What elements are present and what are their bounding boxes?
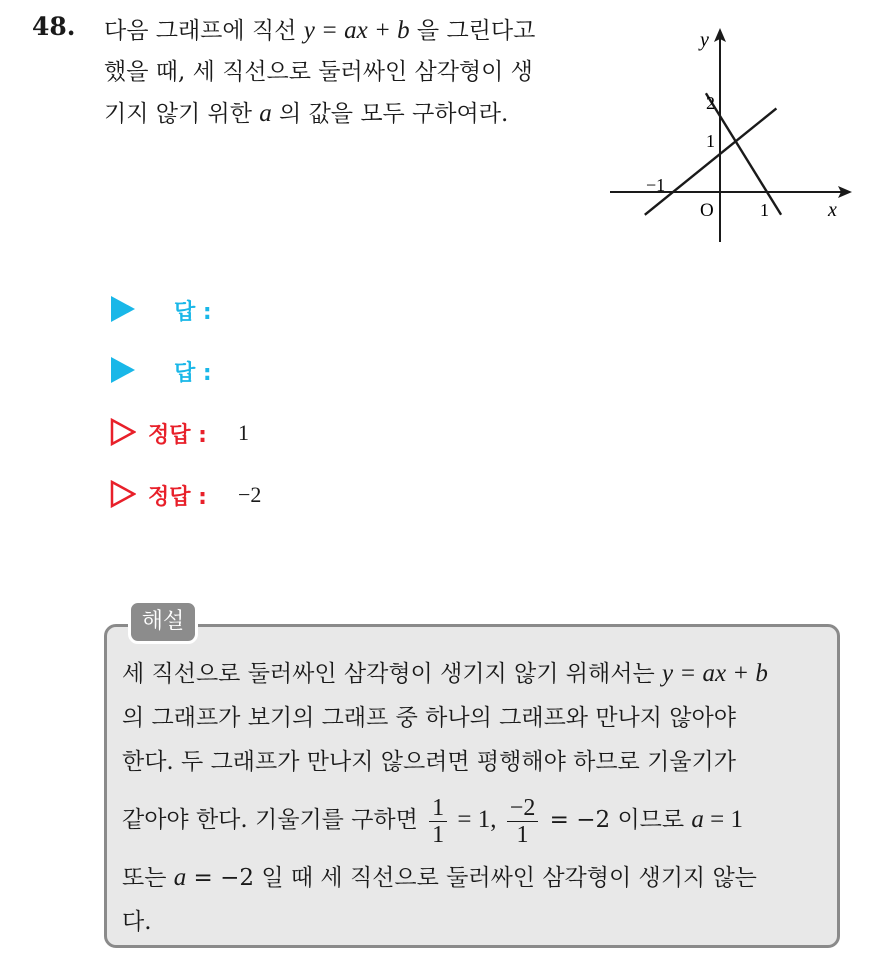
question-line-1: 다음 그래프에 직선 y = ax + b 을 그린다고 bbox=[104, 17, 536, 44]
equation: y = ax + b bbox=[303, 17, 410, 44]
answer-label: 답 : bbox=[174, 300, 212, 325]
x-axis-label: x bbox=[828, 199, 837, 221]
coordinate-graph bbox=[600, 20, 860, 250]
solution-line-1: 세 직선으로 둘러싸인 삼각형이 생기지 않기 위해서는 y = ax + b bbox=[122, 660, 768, 687]
tick-label-x-1: 1 bbox=[760, 200, 769, 220]
correct-answer-row-2 bbox=[110, 480, 262, 510]
fraction-1: $\frac{1}{1}$ bbox=[429, 795, 447, 848]
correct-answer-value: −2 bbox=[238, 482, 262, 507]
question-text bbox=[104, 10, 604, 135]
solution-line-5: 또는 a = −2 일 때 세 직선으로 둘러싸인 삼각형이 생기지 않는 bbox=[122, 864, 757, 891]
solution-line-3: 한다. 두 그래프가 만나지 않으려면 평행해야 하므로 기울기가 bbox=[122, 749, 736, 775]
answer-row-1 bbox=[110, 295, 212, 325]
question-line-2: 했을 때, 세 직선으로 둘러싸인 삼각형이 생 bbox=[104, 59, 533, 85]
y-axis-label: y bbox=[700, 29, 709, 51]
question-number: 48. bbox=[32, 12, 76, 41]
outline-triangle-icon bbox=[110, 480, 136, 508]
solution-tag: 해설 bbox=[128, 600, 198, 644]
question-line-3: 기지 않기 위한 a 의 값을 모두 구하여라. bbox=[104, 100, 509, 127]
tick-label-y-2: 2 bbox=[706, 93, 715, 113]
tick-label-y-1: 1 bbox=[706, 131, 715, 151]
solution-text bbox=[122, 652, 822, 944]
outline-triangle-icon bbox=[110, 418, 136, 446]
graph-line-2 bbox=[706, 93, 781, 215]
origin-label: O bbox=[700, 200, 714, 221]
answer-label: 답 : bbox=[174, 361, 212, 386]
correct-answer-label: 정답 : bbox=[148, 485, 207, 510]
fraction-2: $\frac{-2}{1}$ bbox=[507, 795, 539, 848]
graph-line-1 bbox=[645, 108, 777, 214]
solution-line-6: 다. bbox=[122, 909, 152, 935]
correct-answer-value: 1 bbox=[238, 420, 249, 445]
correct-answer-row-1 bbox=[110, 418, 249, 448]
filled-triangle-icon bbox=[110, 295, 136, 323]
filled-triangle-icon bbox=[110, 356, 136, 384]
tick-label-x-neg1: −1 bbox=[646, 175, 666, 195]
answer-row-2 bbox=[110, 356, 212, 386]
correct-answer-label: 정답 : bbox=[148, 423, 207, 448]
solution-line-2: 의 그래프가 보기의 그래프 중 하나의 그래프와 만나지 않아야 bbox=[122, 705, 736, 731]
solution-line-4: 같아야 한다. 기울기를 구하면 $\frac{1}{1}$ = 1, $\frac{-2}{1}$ = −2 이므로 a = 1 bbox=[122, 794, 744, 848]
